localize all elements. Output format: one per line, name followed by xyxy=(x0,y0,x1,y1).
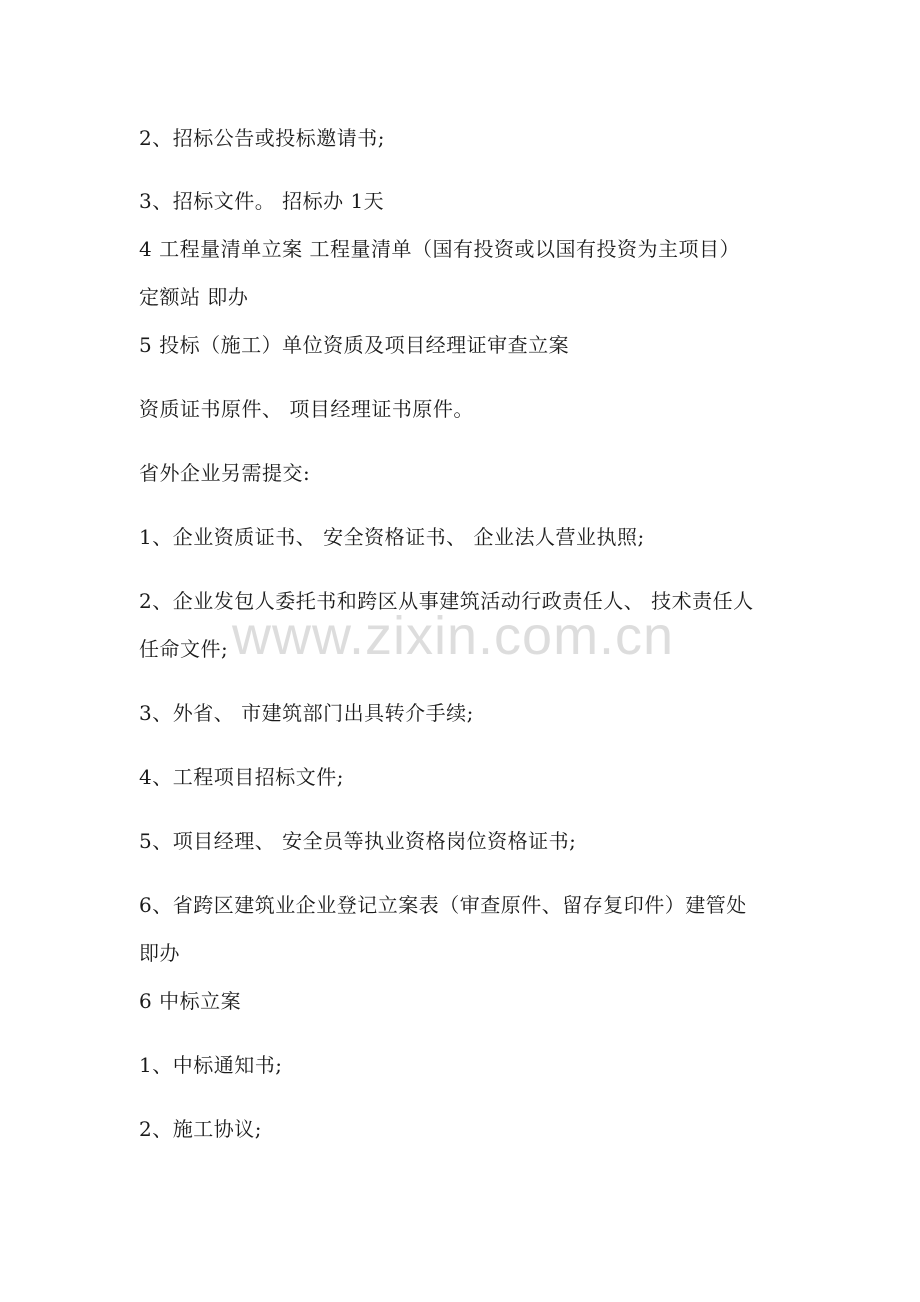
text-line: 5 投标（施工）单位资质及项目经理证审查立案 xyxy=(139,333,570,357)
text-line: 2、企业发包人委托书和跨区从事建筑活动行政责任人、 技术责任人 xyxy=(139,589,754,613)
text-line: 6 中标立案 xyxy=(139,989,242,1013)
text-line: 定额站 即办 xyxy=(139,285,249,309)
text-line: 资质证书原件、 项目经理证书原件。 xyxy=(139,397,474,421)
text-line: 1、企业资质证书、 安全资格证书、 企业法人营业执照; xyxy=(139,525,645,549)
watermark: www.zixin.com.cn xyxy=(232,606,675,666)
text-line: 2、招标公告或投标邀请书; xyxy=(139,126,385,150)
text-line: 4 工程量清单立案 工程量清单（国有投资或以国有投资为主项目） xyxy=(139,237,740,261)
text-line: 省外企业另需提交: xyxy=(139,461,311,485)
text-line: 2、施工协议; xyxy=(139,1117,262,1141)
text-line: 3、招标文件。 招标办 1天 xyxy=(139,189,385,213)
text-line: 4、工程项目招标文件; xyxy=(139,765,344,789)
text-line: 3、外省、 市建筑部门出具转介手续; xyxy=(139,701,474,725)
text-line: 1、中标通知书; xyxy=(139,1053,283,1077)
text-line: 6、省跨区建筑业企业登记立案表（审查原件、留存复印件）建管处 xyxy=(139,893,747,917)
text-line: 5、项目经理、 安全员等执业资格岗位资格证书; xyxy=(139,829,577,853)
text-line: 任命文件; xyxy=(139,637,229,661)
text-line: 即办 xyxy=(139,941,180,965)
